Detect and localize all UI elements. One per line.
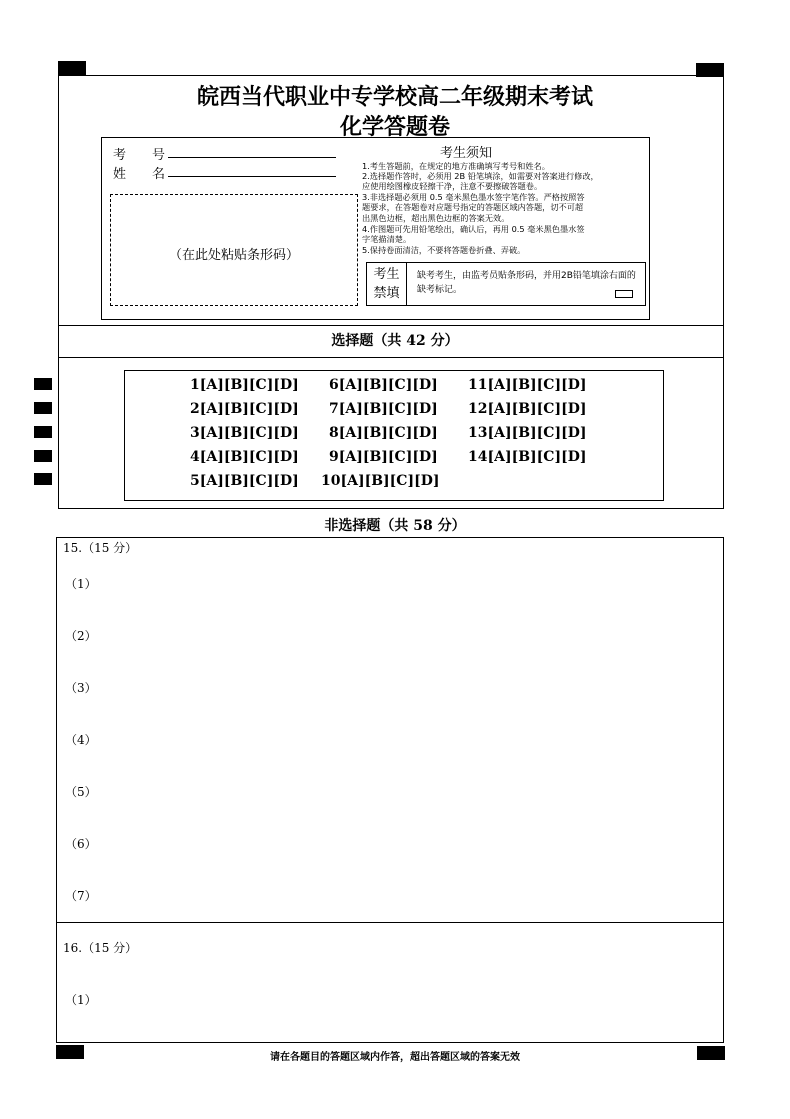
- choice-section-title: 选择题（共 42 分）: [331, 333, 459, 349]
- q15-part-label: （5）: [65, 785, 97, 799]
- notice-title: 考生须知: [440, 146, 493, 161]
- choice-item[interactable]: 2[A][B][C][D]: [190, 401, 299, 417]
- q15-part-label: （1）: [65, 577, 97, 591]
- q15-header: 15.（15 分）: [63, 541, 138, 555]
- choice-item[interactable]: 9[A][B][C][D]: [329, 449, 438, 465]
- choice-item[interactable]: 8[A][B][C][D]: [329, 425, 438, 441]
- q15-part-label: （3）: [65, 681, 97, 695]
- choice-item[interactable]: 7[A][B][C][D]: [329, 401, 438, 417]
- timing-mark: [34, 450, 52, 462]
- absent-label-line: 考生: [373, 267, 400, 282]
- footer-note: 请在各题目的答题区域内作答，超出答题区域的答案无效: [270, 1052, 520, 1063]
- q15-part-label: （2）: [65, 629, 97, 643]
- page-subtitle: 化学答题卷: [339, 114, 450, 140]
- absent-instructions: 缺考考生，由监考员贴条形码，并用2B铅笔填涂右面的缺考标记。: [417, 271, 636, 295]
- notice-line: 字笔描清楚。: [362, 234, 412, 244]
- timing-mark: [34, 378, 52, 390]
- barcode-area: [110, 194, 358, 306]
- exam-number-field[interactable]: [168, 157, 336, 158]
- timing-mark: [34, 402, 52, 414]
- notice-line: 5.保持卷面清洁，不要将答题卷折叠、弄破。: [362, 245, 526, 255]
- notice-line: 3.非选择题必须用 0.5 毫米黑色墨水签字笔作答。严格按照答: [362, 192, 585, 202]
- timing-mark: [34, 473, 52, 485]
- notice-line: 出黑色边框，超出黑色边框的答案无效。: [362, 213, 510, 223]
- choice-item[interactable]: 14[A][B][C][D]: [468, 449, 587, 465]
- page-title: 皖西当代职业中专学校高二年级期末考试: [196, 84, 593, 110]
- q15-part-label: （6）: [65, 837, 97, 851]
- notice-line: 2.选择题作答时，必须用 2B 铅笔填涂，如需要对答案进行修改，: [362, 171, 599, 181]
- notice-line: 应使用绘图橡皮轻擦干净，注意不要擦破答题卷。: [362, 181, 543, 191]
- choice-item[interactable]: 6[A][B][C][D]: [329, 377, 438, 393]
- exam-number-label: 考 号: [113, 148, 166, 163]
- q16-answer-area[interactable]: [56, 922, 724, 1043]
- choice-item[interactable]: 3[A][B][C][D]: [190, 425, 299, 441]
- q15-answer-area[interactable]: [56, 537, 724, 923]
- notice-line: 1.考生答题前，在规定的地方准确填写考号和姓名。: [362, 161, 550, 171]
- choice-item[interactable]: 12[A][B][C][D]: [468, 401, 587, 417]
- notice-line: 4.作图题可先用铅笔绘出，确认后，再用 0.5 毫米黑色墨水签: [362, 224, 585, 234]
- choice-item[interactable]: 10[A][B][C][D]: [321, 473, 440, 489]
- q16-part-label: （1）: [65, 993, 97, 1007]
- q15-part-label: （4）: [65, 733, 97, 747]
- name-label: 姓 名: [113, 167, 166, 182]
- choice-item[interactable]: 5[A][B][C][D]: [190, 473, 299, 489]
- notice-line: 题要求，在答题卷对应题号指定的答题区域内答题，切不可超: [362, 202, 584, 212]
- divider: [58, 357, 724, 358]
- absent-label-line: 禁填: [373, 286, 400, 301]
- barcode-label: （在此处粘贴条形码）: [168, 248, 299, 263]
- q15-part-label: （7）: [65, 889, 97, 903]
- timing-mark: [34, 426, 52, 438]
- absent-label: [367, 263, 407, 305]
- choice-item[interactable]: 13[A][B][C][D]: [468, 425, 587, 441]
- choice-item[interactable]: 11[A][B][C][D]: [468, 377, 587, 393]
- absent-checkbox[interactable]: [615, 290, 633, 298]
- alignment-mark-top-left: [58, 61, 86, 75]
- choice-item[interactable]: 4[A][B][C][D]: [190, 449, 299, 465]
- nonchoice-section-title: 非选择题（共 58 分）: [324, 518, 466, 534]
- absent-marker-box: [366, 262, 646, 306]
- choice-item[interactable]: 1[A][B][C][D]: [190, 377, 299, 393]
- q16-header: 16.（15 分）: [63, 941, 138, 955]
- name-field[interactable]: [168, 176, 336, 177]
